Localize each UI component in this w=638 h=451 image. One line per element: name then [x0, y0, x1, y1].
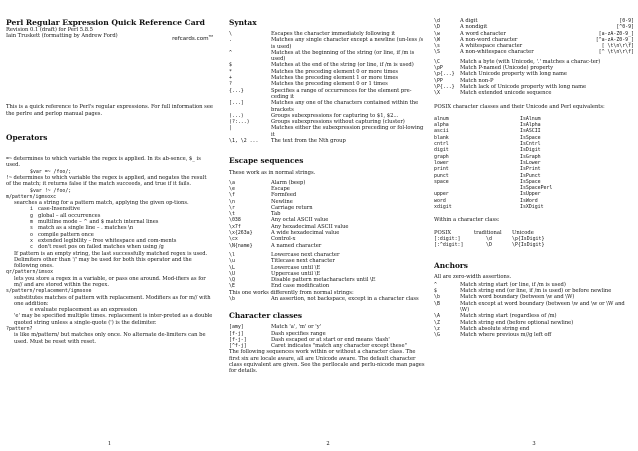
modifier-desc: global – all occurrences [38, 212, 101, 219]
case-escape-key: \u [229, 258, 235, 265]
escape-desc: Alarm (beep) [271, 179, 306, 186]
modifier-key: x [30, 237, 33, 244]
syntax-key: (?:...) [229, 119, 250, 126]
syntax-key: + [229, 75, 232, 82]
posix-name: ascii [434, 128, 449, 135]
escape-key: \a [229, 179, 235, 186]
syntax-desc: Specifies a range of occurrences for the element pre-ceding it [271, 87, 412, 100]
escape-key: \038 [229, 217, 241, 224]
syntax-desc: Matches the preceding element 0 or 1 times [271, 81, 388, 88]
escape-desc: Tab [271, 211, 281, 218]
unicode-seq-key: \pP [434, 65, 443, 72]
class-table [229, 324, 427, 349]
unicode-seq-desc: Match extended unicode sequence [460, 90, 552, 97]
syntax-desc: Matches any one of the characters contained within the brackets [271, 100, 419, 113]
unicode-seq-key: \p{...} [434, 71, 455, 78]
page-3-column [434, 0, 634, 451]
anchor-desc: Match string start (regardless of /m) [460, 313, 557, 320]
anchors-table [434, 282, 634, 339]
op-match-example: $var =~ /foo/; [30, 168, 72, 175]
escape-b-row: \b An assertion, not backspace, except in a character class [229, 295, 419, 302]
anchor-desc: Match absolute string end [460, 325, 530, 332]
class-heading: Character classes [229, 311, 303, 321]
anchor-desc: Match string start (or line, if /m is used) [460, 281, 566, 288]
sequence-class: [0-9] [619, 18, 634, 24]
escape-desc: Any octal ASCII value [271, 217, 329, 224]
anchor-desc: Match string end (or line, if /m is used) or before newline [460, 288, 612, 295]
anchor-key: \G [434, 332, 440, 339]
posix-name: blank [434, 134, 449, 141]
qr-operator-text: lets you store a regex in a variable, or pass one around. Mod-ifiers as for m// and are stored within the regex. [14, 275, 206, 288]
posix-name: alpha [434, 122, 449, 129]
within-traditional: \D [486, 242, 492, 249]
posix-name: space [434, 178, 449, 185]
syntax-desc: Escapes the character immediately following it [271, 31, 396, 37]
intro-paragraph: This is a quick reference to Perl's regular expressions. For full information see the perlre and perlop manual pages. [6, 104, 213, 117]
sequence-desc: A non-whitespace character [460, 49, 534, 56]
q-operator-text: is like m/pattern/ but matches only once. No alternate de-limiters can be used. Must be reset with reset. [14, 332, 206, 345]
escape-desc: Escape [271, 185, 290, 192]
case-escape-desc: Lowercase until \E [271, 264, 321, 271]
escape-key: \n [229, 198, 235, 205]
escape-key: \x7f [229, 223, 241, 230]
posix-unicode: IsGraph [520, 153, 541, 160]
m-operator-label: m/pattern/igmsoxc [6, 193, 57, 200]
posix-unicode: IsSpacePerl [520, 185, 553, 192]
syntax-row [229, 138, 427, 144]
sequence-class: [ \t\n\r\f] [601, 43, 634, 50]
case-escape-row [229, 283, 427, 289]
sequence-key: \S [434, 49, 440, 56]
posix-unicode: IsAlnum [520, 115, 541, 122]
syntax-desc: Groups subexpressions for capturing to $1, $2... [271, 112, 399, 119]
case-escape-desc: Uppercase until \E [271, 270, 321, 277]
anchor-desc: Match string end (before optional newline) [460, 319, 574, 326]
syntax-desc: The text from the Nth group [271, 138, 346, 145]
within-posix: [:digit:] [434, 235, 461, 242]
char-class-desc: Dash escaped or at start or end means 'dash' [271, 336, 390, 343]
sequence-row [434, 49, 634, 55]
sequence-class: [^ \t\n\r\f] [598, 49, 634, 56]
sequence-desc: A word character [460, 30, 506, 37]
unicode-sequence-table [434, 59, 634, 97]
class-note: The following sequences work within or without a character class. The first six are locale aware, all are Unicode aware. The default character class equivalent are given. See the perllocale and perlu-nicode man pages for details. [229, 349, 425, 375]
syntax-key: (...) [229, 112, 244, 119]
anchor-key: ^ [434, 281, 437, 288]
qr-operator-label: qr/pattern/imsox [6, 269, 54, 276]
syntax-key: \ [229, 31, 232, 37]
char-class-key: [f-j-] [229, 336, 247, 343]
posix-unicode: IsSpace [520, 178, 541, 185]
sequence-key: \d [434, 18, 440, 24]
syntax-heading: Syntax [229, 18, 257, 27]
modifier-desc: match as a single line – . matches \n [38, 225, 134, 232]
page-1-column [6, 0, 213, 451]
op-notmatch-example: $var !~ /foo/; [30, 187, 72, 194]
posix-unicode: IsLower [520, 159, 541, 166]
case-escape-key: \U [229, 270, 235, 277]
anchor-row [434, 332, 634, 338]
syntax-key: * [229, 68, 232, 75]
posix-name: print [434, 166, 449, 173]
syntax-desc: Matches either the subexpression preceding or fol-lowing it [271, 125, 424, 138]
sequence-desc: A digit [460, 18, 478, 24]
syntax-key: | [229, 125, 232, 132]
posix-name: lower [434, 159, 449, 166]
sequence-desc: A non-word character [460, 36, 518, 43]
case-escape-key: \Q [229, 277, 235, 284]
escape-intro: These work as in normal strings. [229, 170, 316, 177]
syntax-row [229, 37, 427, 50]
within-unicode: \p{IsDigit} [512, 235, 545, 242]
modifier-list [6, 206, 213, 250]
within-unicode: \P{IsDigit} [512, 242, 545, 249]
anchor-key: $ [434, 288, 437, 295]
case-escape-desc: End case modification [271, 283, 330, 290]
posix-unicode: IsCntrl [520, 141, 541, 148]
sequence-key: \s [434, 43, 440, 50]
posix-unicode: IsDigit [520, 147, 541, 154]
syntax-key: ? [229, 81, 232, 88]
posix-unicode: IsSpace [520, 134, 541, 141]
brand-logo: refcards.com™ [172, 34, 213, 43]
escape-key: \e [229, 185, 235, 192]
within-intro: Within a character class: [434, 217, 500, 224]
char-class-desc: Dash specifies range [271, 330, 326, 337]
syntax-desc: Matches the preceding element 0 or more times [271, 68, 399, 75]
anchor-key: \b [434, 294, 440, 301]
op-notmatch-label: !~ [6, 174, 12, 181]
escape-desc: Newline [271, 198, 293, 205]
posix-unicode: IsPunct [520, 172, 541, 179]
modifier-row [6, 244, 213, 250]
modifier-desc: don't reset pos on failed matches when using /g [38, 244, 164, 251]
within-posix: [:^digit:] [434, 242, 464, 249]
syntax-desc: Matches the preceding element 1 or more times [271, 75, 399, 82]
modifier-key: s [30, 225, 33, 232]
anchor-desc: Match except at word boundary (between \w and \w or \W and \W) [460, 300, 625, 313]
escape-heading: Escape sequences [229, 156, 304, 166]
escape-row [229, 243, 427, 249]
page-number-1: 1 [107, 441, 112, 447]
syntax-key: $ [229, 62, 232, 69]
s-operator-label: s/pattern/replacement/igmsoxe [6, 288, 92, 295]
unicode-seq-desc: Match lack of Unicode property with long name [460, 83, 587, 90]
within-traditional: \d [486, 235, 492, 242]
anchors-intro: All are zero-width assertions. [434, 273, 512, 280]
char-class-key: [f-j] [229, 330, 244, 337]
unicode-seq-desc: Match non-P [460, 77, 494, 84]
sequence-desc: A nondigit [460, 24, 488, 31]
anchor-key: \Z [434, 319, 440, 326]
case-escape-desc: Lowercase next character [271, 251, 340, 258]
card-title: Perl Regular Expression Quick Reference Card [6, 18, 205, 27]
anchor-key: \A [434, 313, 440, 320]
modifier-desc: extended legibility – free whitespace and com-ments [38, 237, 177, 244]
posix-intro: POSIX character classes and their Unicode and Perl equivalents: [434, 103, 605, 110]
char-class-key: [amy] [229, 324, 244, 331]
op-match-entry: =~ determines to which variable the regex is applied. In its ab-sence, $_ is used. [6, 156, 201, 169]
within-header: POSIX traditional Unicode [434, 229, 534, 236]
s-operator-text: substitutes matches of pattern with replacement. Modifiers as for m// with one addition: [14, 294, 211, 307]
syntax-table [229, 31, 427, 144]
syntax-desc: Matches at the end of the string (or line, if /m is used) [271, 62, 414, 69]
escape-desc: Formfeed [271, 192, 297, 199]
posix-name: graph [434, 153, 449, 160]
escape-key: \r [229, 204, 235, 211]
posix-row [434, 204, 634, 210]
escape-desc: A wide hexadecimal value [271, 230, 340, 237]
case-escape-desc: Titlecase next character [271, 258, 335, 265]
op-notmatch-entry: !~ determines to which variable the regex is applied, and negates the result of the match; it returns false if the match succeeds, and true if it fails. [6, 174, 207, 188]
op-match-label: =~ [6, 156, 12, 163]
within-table [434, 236, 634, 249]
e-modifier: e evaluate replacement as an expression [30, 307, 138, 314]
syntax-key: [...] [229, 100, 244, 107]
case-escape-table [229, 252, 427, 290]
case-escape-desc: Disable pattern metacharacters until \E [271, 277, 376, 284]
anchor-desc: Match word boundary (between \w and \W) [460, 294, 575, 301]
posix-unicode: IsXDigit [520, 204, 544, 211]
modifier-key: o [30, 231, 33, 238]
syntax-key: {...} [229, 87, 244, 94]
escape-desc: A named character [271, 242, 322, 249]
sequence-key: \W [434, 36, 440, 43]
case-escape-key: \l [229, 251, 235, 258]
modifier-desc: multiline mode – ^ and $ match internal lines [38, 219, 159, 226]
escape-table [229, 180, 427, 249]
posix-unicode: IsWord [520, 197, 538, 204]
q-operator-label: ?pattern? [6, 326, 33, 333]
sequence-class: [^0-9] [616, 24, 634, 31]
sequence-key: \D [434, 24, 440, 31]
sequence-class: [^a-zA-Z0-9_] [595, 36, 634, 43]
m-operator-text: searches a string for a pattern match, applying the given op-tions. [14, 200, 189, 207]
syntax-desc: Matches at the beginning of the string (or line, if /m is used) [271, 49, 415, 63]
escape-key: \x{263a} [229, 230, 253, 237]
escape-key: \t [229, 211, 235, 218]
escape-key: \cx [229, 236, 238, 243]
modifier-key: m [30, 219, 33, 226]
posix-unicode: IsUpper [520, 191, 541, 198]
unicode-seq-key: \P{...} [434, 83, 455, 90]
unicode-seq-key: \X [434, 90, 440, 97]
unicode-seq-key: \PP [434, 77, 443, 84]
posix-name: word [434, 197, 446, 204]
posix-unicode: IsASCII [520, 128, 541, 135]
escape-key: \f [229, 192, 235, 199]
modifier-desc: compile pattern once [38, 231, 94, 238]
anchor-row [434, 301, 634, 314]
unicode-seq-desc: Match Unicode property with long name [460, 71, 567, 78]
syntax-key: \1, \2 ... [229, 138, 259, 145]
case-escape-key: \L [229, 264, 235, 271]
anchor-key: \B [434, 300, 440, 307]
page-2-column [229, 0, 427, 451]
posix-table [434, 116, 634, 210]
posix-name: cntrl [434, 141, 449, 148]
unicode-seq-row [434, 90, 634, 96]
operators-heading: Operators [6, 133, 48, 143]
modifier-desc: case-Insensitive [38, 206, 81, 213]
posix-name: alnum [434, 115, 449, 122]
syntax-key: ^ [229, 49, 232, 56]
s-operator-note: 'e' may be specified multiple times. replacement is inter-preted as a double quoted string unless a single-quote (') is the delimiter. [14, 313, 213, 326]
escape-desc: Any hexadecimal ASCII value [271, 223, 349, 230]
unicode-seq-desc: Match P-named (Unicode) property [460, 65, 554, 72]
posix-name: upper [434, 191, 449, 198]
syntax-row [229, 88, 427, 101]
sequence-key: \w [434, 30, 440, 37]
char-class-key: [^f-j] [229, 343, 247, 350]
escape-desc: Carriage return [271, 204, 313, 211]
revision-line: Revision 0.1 (draft) for Perl 5.8.5 [6, 27, 93, 33]
case-escape-key: \E [229, 283, 235, 290]
syntax-desc: Groups subexpressions without capturing (cluster) [271, 119, 405, 126]
page-number-3: 3 [532, 441, 536, 447]
char-class-desc: Caret indicates "match any character except these" [271, 343, 407, 350]
posix-unicode: IsPrint [520, 166, 541, 173]
syntax-row [229, 125, 427, 138]
syntax-desc: Matches any single character except a newline (un-less /s is used) [271, 37, 424, 50]
escape-note: This one works differently from normal strings: [229, 289, 354, 296]
syntax-row [229, 50, 427, 63]
escape-desc: Control-x [271, 236, 296, 243]
posix-name: digit [434, 147, 449, 154]
posix-unicode: IsAlpha [520, 122, 541, 129]
sequence-desc: A whitespace character [460, 43, 523, 50]
within-row [434, 242, 634, 248]
modifier-key: g [30, 212, 33, 219]
posix-name: xdigit [434, 204, 452, 211]
syntax-key: . [229, 37, 232, 44]
syntax-row [229, 100, 427, 113]
char-class-desc: Match 'a', 'm' or 'y' [271, 324, 322, 331]
author-text: Iain Truskett (formatting by Andrew Ford) [6, 33, 118, 40]
page-number-2: 2 [326, 441, 330, 447]
modifier-key: i [30, 206, 33, 213]
m-operator-note: If pattern is an empty string, the last successfully matched regex is used. Delimiters other than '/' may be used for both this operator and the following ones. [14, 250, 208, 270]
anchor-desc: Match where previous m//g left off [460, 332, 552, 339]
unicode-seq-desc: Match a byte (with Unicode, '.' matches a charac-ter) [460, 58, 601, 65]
sequence-class: [a-zA-Z0-9_] [598, 30, 634, 37]
anchor-key: \z [434, 325, 440, 332]
unicode-seq-key: \C [434, 58, 440, 65]
posix-name: punct [434, 172, 449, 179]
sequence-table [434, 18, 634, 56]
modifier-key: c [30, 244, 33, 251]
author-line [6, 33, 213, 42]
anchors-heading: Anchors [434, 260, 468, 270]
escape-key: \N{name} [229, 242, 253, 249]
